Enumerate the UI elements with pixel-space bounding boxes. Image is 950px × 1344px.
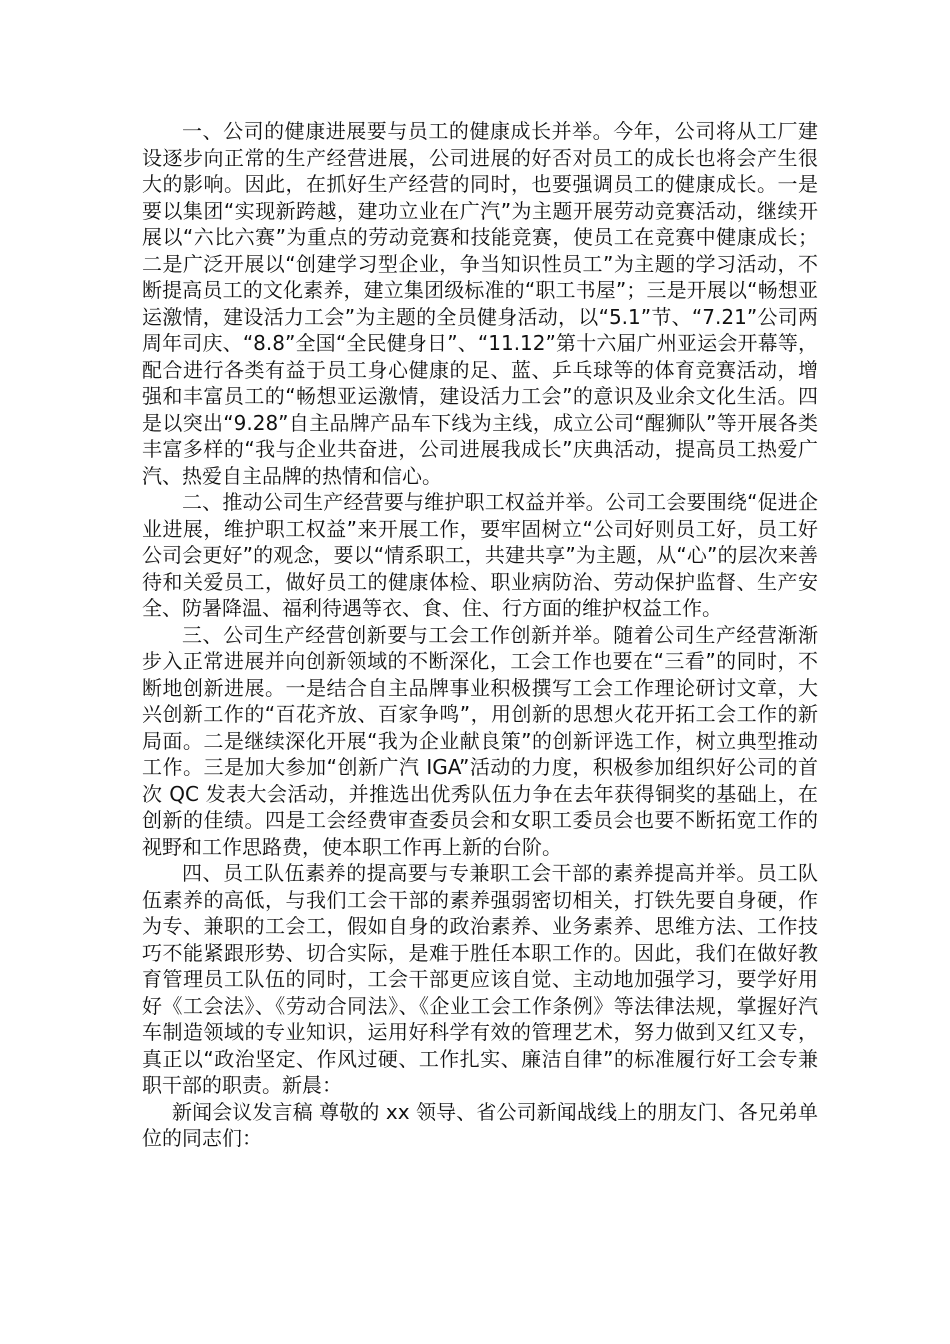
document-body (142, 118, 818, 1152)
paragraph-2: 二、推动公司生产经营要与维护职工权益并举。公司工会要围绕“促进企业进展，维护职工权益”来开展工作，要牢固树立“公司好则员工好，员工好公司会更好”的观念，要以“情系职工，共建共享”为主题，从“心”的层次来善待和关爱员工，做好员工的健康体检、职业病防治、劳动保护监督、生产安全、防暑降温、福利待遇等衣、食、住、行方面的维护权益工作。 (142, 490, 818, 620)
paragraph-3: 三、公司生产经营创新要与工会工作创新并举。随着公司生产经营渐渐步入正常进展并向创新领域的不断深化，工会工作也要在“三看”的同时，不断地创新进展。一是结合自主品牌事业积极撰写工会工作理论研讨文章，大兴创新工作的“百花齐放、百家争鸣”，用创新的思想火花开拓工会工作的新局面。二是继续深化开展“我为企业献良策”的创新评选工作，树立典型推动工作。三是加大参加“创新广汽 IGA”活动的力度，积极参加组织好公司的首次 QC 发表大会活动，并推选出优秀队伍力争在去年获得铜奖的基础上，在创新的佳绩。四是工会经费审查委员会和女职工委员会也要不断拓宽工作的视野和工作思路费，使本职工作再上新的台阶。 (142, 622, 818, 859)
paragraph-5: 新闻会议发言稿 尊敬的 xx 领导、省公司新闻战线上的朋友门、各兄弟单位的同志们： (142, 1099, 818, 1150)
paragraph-4: 四、员工队伍素养的提高要与专兼职工会干部的素养提高并举。员工队伍素养的高低，与我们工会干部的素养强弱密切相关，打铁先要自身硬，作为专、兼职的工会工，假如自身的政治素养、业务素养、思维方法、工作技巧不能紧跟形势、切合实际，是难于胜任本职工作的。因此，我们在做好教育管理员工队伍的同时，工会干部更应该自觉、主动地加强学习，要学好用好《工会法》、《劳动合同法》、《企业工会工作条例》等法律法规，掌握好汽车制造领域的专业知识，运用好科学有效的管理艺术，努力做到又红又专，真正以“政治坚定、作风过硬、工作扎实、廉洁自律”的标准履行好工会专兼职干部的职责。新晨： (142, 861, 818, 1097)
paragraph-1: 一、公司的健康进展要与员工的健康成长并举。今年，公司将从工厂建设逐步向正常的生产经营进展，公司进展的好否对员工的成长也将会产生很大的影响。因此，在抓好生产经营的同时，也要强调员工的健康成长。一是要以集团“实现新跨越，建功立业在广汽”为主题开展劳动竞赛活动，继续开展以“六比六赛”为重点的劳动竞赛和技能竞赛，使员工在竞赛中健康成长；二是广泛开展以“创建学习型企业，争当知识性员工”为主题的学习活动，不断提高员工的文化素养，建立集团级标准的“职工书屋”；三是开展以“畅想亚运激情，建设活力工会”为主题的全员健身活动，以“5.1”节、“7.21”公司两周年司庆、“8.8”全国“全民健身日”、“11.12”第十六届广州亚运会开幕等，配合进行各类有益于员工身心健康的足、蓝、乒乓球等的体育竞赛活动，增强和丰富员工的“畅想亚运激情，建设活力工会”的意识及业余文化生活。四是以突出“9.28”自主品牌产品车下线为主线，成立公司“醒狮队”等开展各类丰富多样的“我与企业共奋进，公司进展我成长”庆典活动，提高员工热爱广汽、热爱自主品牌的热情和信心。 (142, 119, 818, 488)
